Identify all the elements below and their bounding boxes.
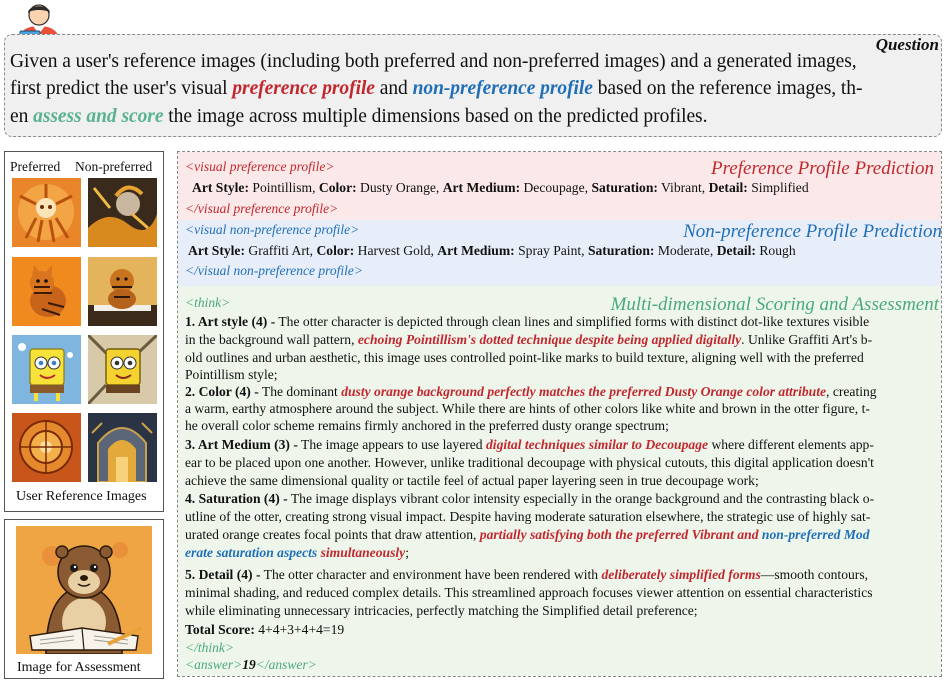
preference-profile-term: preference profile [232, 78, 375, 99]
scoring-section-title: Multi-dimensional Scoring and Assessment [610, 294, 939, 315]
nonpreferred-image-4 [88, 413, 157, 482]
art-style-line-1: 1. Art style (4) - The otter character is depicted through clean lines and simplified forms with distinct dot-like textures visible [185, 314, 870, 329]
art-style-line-2: in the background wall pattern, echoing Pointillism's dotted technique despite being applied digitally. Unlike Graffiti Art's b- [185, 332, 873, 347]
preference-open-tag: <visual preference profile> [185, 159, 335, 174]
art-medium-line-3: achieve the same dimensional quality or tactile feel of actual paper layering seen in true decoupage work; [185, 473, 759, 488]
art-medium-line-1: 3. Art Medium (3) - The image appears to use layered digital techniques similar to Decoupage where different elements app- [185, 437, 874, 452]
detail-line-2: minimal shading, and reduced complex details. This streamlined approach focuses viewer attention on essential characteristics [185, 585, 873, 600]
saturation-line-1: 4. Saturation (4) - The image displays vibrant color intensity especially in the orange background and the contrasting black o- [185, 491, 875, 506]
preferred-image-1 [12, 178, 81, 247]
question-line-2: first predict the user's visual preference profile and non-preference profile based on the reference images, th- [10, 78, 863, 99]
preference-profile-attributes: Art Style: Pointillism, Color: Dusty Orange, Art Medium: Decoupage, Saturation: Vibrant, Detail: Simplified [192, 180, 809, 195]
nonpreferred-image-3 [88, 335, 157, 404]
preference-section-title: Preference Profile Prediction [711, 158, 934, 179]
question-line-3: en assess and score the image across multiple dimensions based on the predicted profiles. [10, 106, 708, 127]
preferred-image-3 [12, 335, 81, 404]
question-line-1: Given a user's reference images (including both preferred and non-preferred images) and a generated images, [10, 51, 857, 72]
preferred-column-label: Preferred [10, 159, 61, 174]
color-line-1: 2. Color (4) - The dominant dusty orange background perfectly matches the preferred Dusty Orange color attribute, creating [185, 384, 877, 399]
answer-value: 19 [242, 657, 256, 672]
reference-images-caption: User Reference Images [16, 489, 147, 504]
saturation-line-2: utline of the otter, creating strong visual impact. Despite having moderate saturation elsewhere, the strategic use of highly sat- [185, 509, 871, 524]
assessment-image [16, 526, 152, 654]
saturation-line-4: erate saturation aspects simultaneously; [185, 545, 409, 560]
assessment-image-caption: Image for Assessment [17, 660, 141, 675]
preference-close-tag: </visual preference profile> [185, 201, 339, 216]
detail-line-3: while eliminating unnecessary intricacies, perfectly matching the Simplified detail preference; [185, 603, 698, 618]
detail-line-1: 5. Detail (4) - The otter character and environment have been rendered with deliberately simplified forms—smooth contours, [185, 567, 869, 582]
art-style-line-3: old outlines and urban aesthetic, this image uses controlled point-like marks to build texture, aligning well with the preferred [185, 350, 864, 365]
nonpreference-close-tag: </visual non-preference profile> [185, 263, 363, 278]
assess-and-score-term: assess and score [33, 106, 164, 127]
color-line-3: he overall color scheme remains firmly anchored in the preferred dusty orange spectrum; [185, 418, 669, 433]
think-open-tag: <think> [185, 295, 231, 310]
think-close-tag: </think> [185, 640, 234, 655]
color-line-2: a warm, earthy atmosphere around the subject. While there are hints of other colors like white and brown in the otter figure, t- [185, 401, 870, 416]
nonpreferred-image-1 [88, 178, 157, 247]
total-score: Total Score: 4+4+3+4+4=19 [185, 622, 345, 637]
nonpreference-profile-attributes: Art Style: Graffiti Art, Color: Harvest Gold, Art Medium: Spray Paint, Saturation: Moderate, Detail: Rough [188, 243, 796, 258]
nonpreference-open-tag: <visual non-preference profile> [185, 222, 360, 237]
non-preference-profile-term: non-preference profile [412, 78, 593, 99]
preferred-image-4 [12, 413, 81, 482]
answer-line: <answer>19</answer> [185, 657, 317, 672]
nonpreference-section-title: Non-preference Profile Prediction [683, 221, 942, 242]
nonpreferred-column-label: Non-preferred [75, 159, 153, 174]
art-medium-line-2: ear to be placed upon one another. However, unlike traditional decoupage with physical cutouts, this digital application doesn't [185, 455, 874, 470]
art-style-line-4: Pointillism style; [185, 367, 278, 382]
preferred-image-2 [12, 257, 81, 326]
nonpreferred-image-2 [88, 257, 157, 326]
question-label: Question [875, 35, 939, 54]
saturation-line-3: urated orange creates focal points that draw attention, partially satisfying both the preferred Vibrant and non-preferred Mod [185, 527, 870, 542]
